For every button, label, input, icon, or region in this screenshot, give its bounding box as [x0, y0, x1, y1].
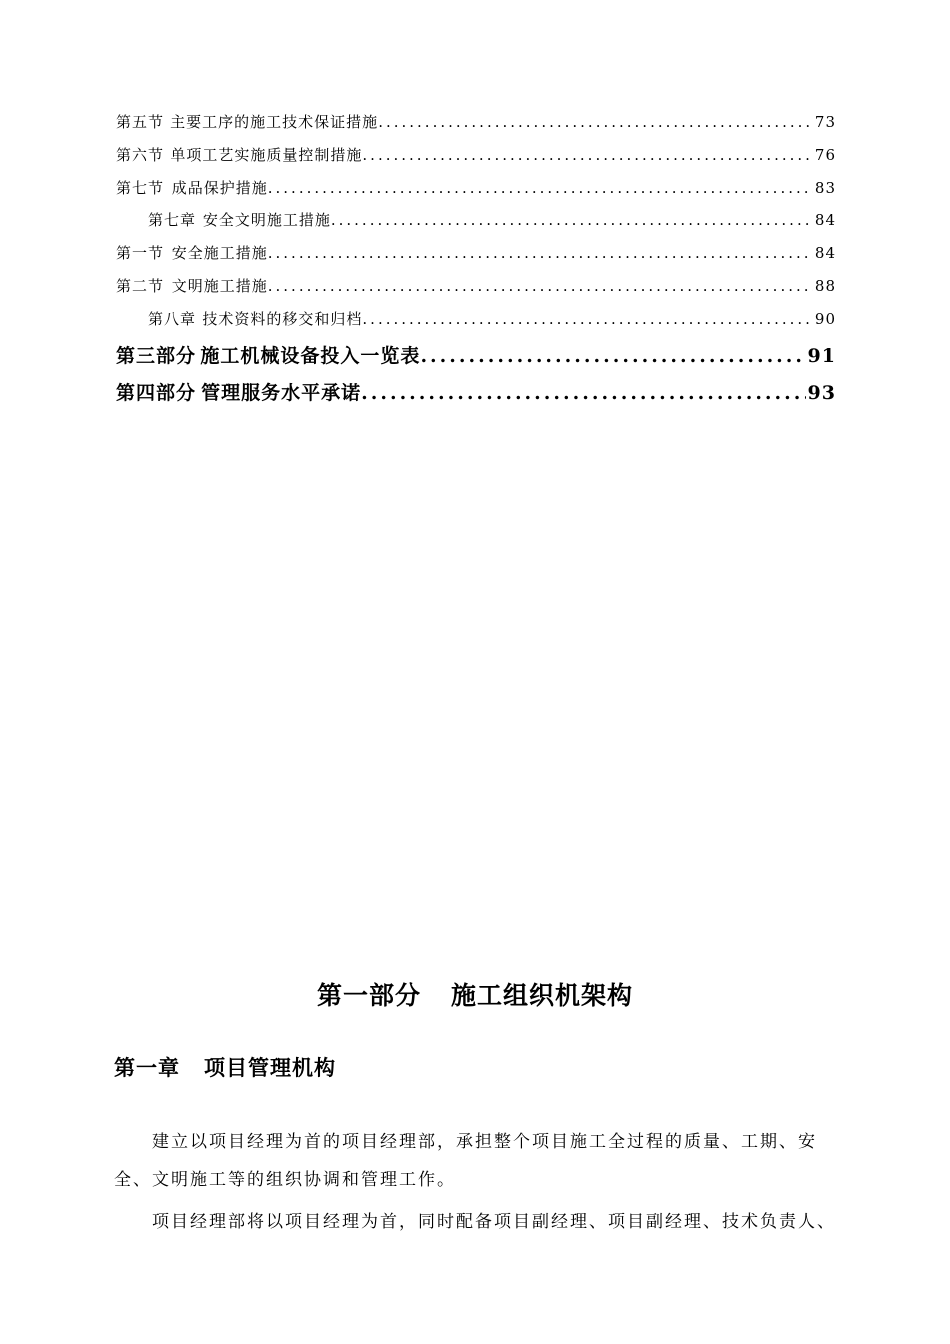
paragraph-line: 建立以项目经理为首的项目经理部，承担整个项目施工全过程的质量、工期、安: [152, 1132, 817, 1152]
paragraph-line: 全、文明施工等的组织协调和管理工作。: [114, 1170, 456, 1190]
toc-entry-label: 第七节: [116, 179, 165, 197]
toc-entry-title: 主要工序的施工技术保证措施: [170, 113, 379, 131]
toc-leader-dots: [362, 310, 813, 328]
toc-entry-title: 文明施工措施: [171, 277, 268, 295]
part-heading-title: 施工组织机架构: [451, 981, 634, 1010]
chapter-heading-title: 项目管理机构: [204, 1055, 336, 1080]
toc-entry[interactable]: [148, 308, 836, 329]
chapter-heading-label: 第一章: [114, 1055, 180, 1080]
toc-entry[interactable]: [116, 144, 836, 165]
toc-leader-dots: [268, 277, 813, 295]
toc-leader-dots: [362, 146, 813, 164]
toc-leader-dots: [268, 179, 813, 197]
toc-entry-label: 第六节: [116, 146, 165, 164]
toc-entry-part[interactable]: [116, 341, 836, 368]
toc-entry-title: 成品保护措施: [171, 179, 268, 197]
toc-entry[interactable]: [116, 177, 836, 198]
toc-entry-page: 90: [814, 310, 836, 328]
toc-entry-label: 第二节: [116, 277, 165, 295]
toc-entry-label: 第四部分: [116, 382, 197, 404]
toc-entry[interactable]: [148, 209, 836, 230]
toc-entry-page: 93: [807, 382, 836, 404]
toc-entry-title: 单项工艺实施质量控制措施: [170, 146, 363, 164]
toc-leader-dots: [361, 382, 805, 404]
paragraph-line: 项目经理部将以项目经理为首，同时配备项目副经理、项目副经理、技术负责人、: [152, 1212, 836, 1232]
toc-leader-dots: [378, 113, 813, 131]
toc-entry-title: 安全文明施工措施: [202, 211, 331, 229]
toc-entry-label: 第七章: [148, 211, 197, 229]
toc-entry-page: 76: [814, 146, 836, 164]
toc-entry-label: 第八章: [148, 310, 197, 328]
toc-entry-title: 技术资料的移交和归档: [202, 310, 363, 328]
part-heading: [0, 976, 950, 1012]
toc-entry-title: 施工机械设备投入一览表: [200, 345, 421, 367]
toc-entry-label: 第三部分: [116, 345, 197, 367]
toc-entry-part[interactable]: [116, 378, 836, 405]
toc-entry-label: 第五节: [116, 113, 165, 131]
toc-entry[interactable]: [116, 275, 836, 296]
part-heading-label: 第一部分: [316, 981, 421, 1010]
toc-entry[interactable]: [116, 242, 836, 263]
toc-leader-dots: [420, 345, 805, 367]
toc-entry[interactable]: [116, 111, 836, 132]
chapter-heading: [114, 1052, 336, 1082]
toc-entry-page: 83: [814, 179, 836, 197]
toc-leader-dots: [268, 244, 813, 262]
toc-entry-label: 第一节: [116, 244, 165, 262]
toc-entry-page: 84: [814, 244, 836, 262]
toc-entry-page: 73: [814, 113, 836, 131]
toc-entry-page: 88: [814, 277, 836, 295]
toc-entry-title: 管理服务水平承诺: [201, 382, 362, 404]
toc-entry-page: 84: [814, 211, 836, 229]
toc-entry-title: 安全施工措施: [171, 244, 268, 262]
toc-entry-page: 91: [807, 345, 836, 367]
toc-leader-dots: [331, 211, 813, 229]
